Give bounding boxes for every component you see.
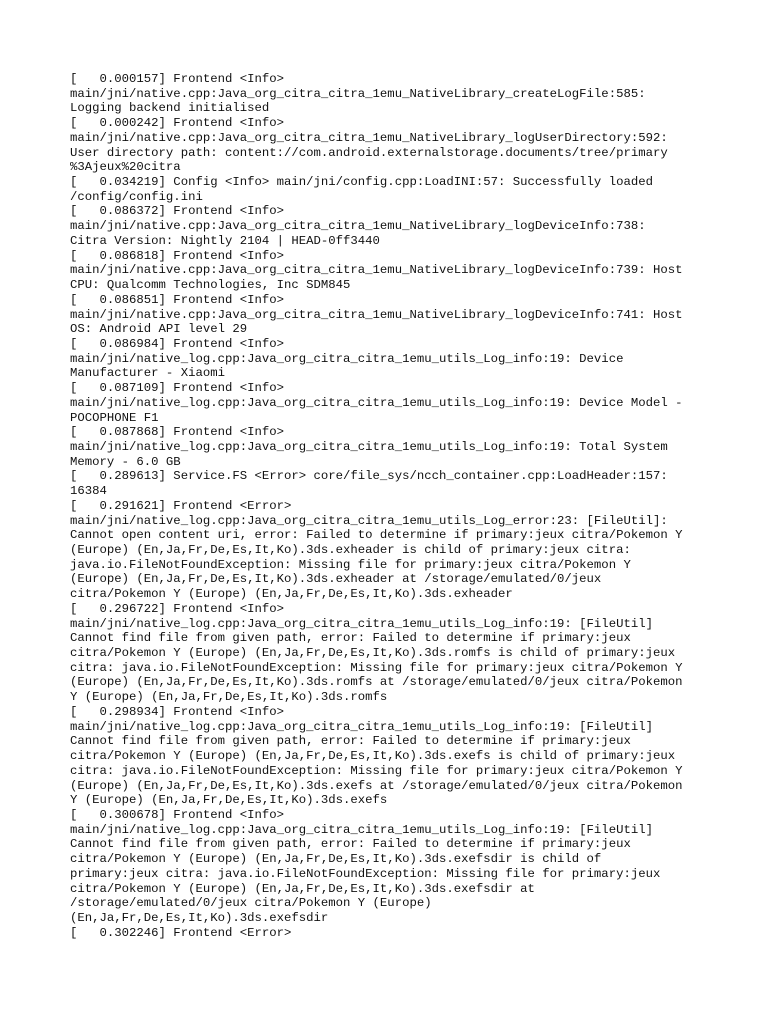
log-line: main/jni/native_log.cpp:Java_org_citra_citra_1emu_utils_Log_info:19: [FileUtil] xyxy=(70,719,653,734)
log-line: /storage/emulated/0/jeux citra/Pokemon Y (Europe) xyxy=(70,896,432,911)
log-line: citra/Pokemon Y (Europe) (En,Ja,Fr,De,Es,It,Ko).3ds.exefsdir is child of xyxy=(70,852,602,867)
log-line: main/jni/native_log.cpp:Java_org_citra_citra_1emu_utils_Log_error:23: [FileUtil]: xyxy=(70,513,668,528)
log-line: (Europe) (En,Ja,Fr,De,Es,It,Ko).3ds.romfs at /storage/emulated/0/jeux citra/Pokemon xyxy=(70,675,683,690)
log-line: [ 0.000242] Frontend <Info> xyxy=(70,116,285,131)
log-line: POCOPHONE F1 xyxy=(70,410,159,425)
log-line: OS: Android API level 29 xyxy=(70,322,248,337)
log-line: CPU: Qualcomm Technologies, Inc SDM845 xyxy=(70,278,351,293)
log-line: main/jni/native_log.cpp:Java_org_citra_citra_1emu_utils_Log_info:19: Total System xyxy=(70,439,668,454)
log-text-block xyxy=(70,72,710,940)
log-line: [ 0.034219] Config <Info> main/jni/config.cpp:LoadINI:57: Successfully loaded xyxy=(70,175,653,190)
log-line: (Europe) (En,Ja,Fr,De,Es,It,Ko).3ds.exefs at /storage/emulated/0/jeux citra/Pokemon xyxy=(70,778,683,793)
log-line: java.io.FileNotFoundException: Missing file for primary:jeux citra/Pokemon Y xyxy=(70,557,631,572)
log-line: [ 0.086984] Frontend <Info> xyxy=(70,336,285,351)
log-line: citra: java.io.FileNotFoundException: Missing file for primary:jeux citra/Pokemon Y xyxy=(70,763,683,778)
log-line: Memory - 6.0 GB xyxy=(70,454,181,469)
log-line: main/jni/native.cpp:Java_org_citra_citra_1emu_NativeLibrary_logDeviceInfo:739: Host xyxy=(70,263,683,278)
log-line: [ 0.300678] Frontend <Info> xyxy=(70,807,285,822)
log-line: citra/Pokemon Y (Europe) (En,Ja,Fr,De,Es,It,Ko).3ds.exefs is child of primary:jeux xyxy=(70,749,676,764)
log-line: (Europe) (En,Ja,Fr,De,Es,It,Ko).3ds.exheader at /storage/emulated/0/jeux xyxy=(70,572,602,587)
log-line: [ 0.298934] Frontend <Info> xyxy=(70,704,285,719)
log-line: primary:jeux citra: java.io.FileNotFoundException: Missing file for primary:jeux xyxy=(70,866,661,881)
log-line: 16384 xyxy=(70,484,107,499)
log-line: Y (Europe) (En,Ja,Fr,De,Es,It,Ko).3ds.exefs xyxy=(70,793,388,808)
log-line: main/jni/native.cpp:Java_org_citra_citra_1emu_NativeLibrary_createLogFile:585: xyxy=(70,86,646,101)
log-line: Y (Europe) (En,Ja,Fr,De,Es,It,Ko).3ds.romfs xyxy=(70,690,388,705)
log-line: [ 0.291621] Frontend <Error> xyxy=(70,498,292,513)
log-line: main/jni/native_log.cpp:Java_org_citra_citra_1emu_utils_Log_info:19: [FileUtil] xyxy=(70,616,653,631)
log-line: citra/Pokemon Y (Europe) (En,Ja,Fr,De,Es,It,Ko).3ds.exheader xyxy=(70,587,513,602)
log-line: %3Ajeux%20citra xyxy=(70,160,181,175)
log-line: main/jni/native.cpp:Java_org_citra_citra_1emu_NativeLibrary_logUserDirectory:592: xyxy=(70,130,668,145)
log-line: [ 0.086818] Frontend <Info> xyxy=(70,248,285,263)
log-line: [ 0.086372] Frontend <Info> xyxy=(70,204,285,219)
log-line: citra/Pokemon Y (Europe) (En,Ja,Fr,De,Es,It,Ko).3ds.romfs is child of primary:jeux xyxy=(70,646,676,661)
log-line: Citra Version: Nightly 2104 | HEAD-0ff3440 xyxy=(70,233,380,248)
log-line: main/jni/native.cpp:Java_org_citra_citra_1emu_NativeLibrary_logDeviceInfo:738: xyxy=(70,219,646,234)
log-line: main/jni/native_log.cpp:Java_org_citra_citra_1emu_utils_Log_info:19: Device Model - xyxy=(70,395,683,410)
log-line: (Europe) (En,Ja,Fr,De,Es,It,Ko).3ds.exheader is child of primary:jeux citra: xyxy=(70,543,631,557)
log-line: [ 0.087109] Frontend <Info> xyxy=(70,381,285,396)
log-line: main/jni/native_log.cpp:Java_org_citra_citra_1emu_utils_Log_info:19: Device xyxy=(70,351,624,366)
log-line: [ 0.000157] Frontend <Info> xyxy=(70,72,285,86)
log-line: Manufacturer - Xiaomi xyxy=(70,366,225,381)
log-line: /config/config.ini xyxy=(70,189,203,204)
log-line: Cannot find file from given path, error: Failed to determine if primary:jeux xyxy=(70,631,631,646)
log-line: (En,Ja,Fr,De,Es,It,Ko).3ds.exefsdir xyxy=(70,910,329,925)
log-line: [ 0.302246] Frontend <Error> xyxy=(70,925,292,940)
log-line: User directory path: content://com.android.externalstorage.documents/tree/primary xyxy=(70,145,668,160)
log-line: citra/Pokemon Y (Europe) (En,Ja,Fr,De,Es,It,Ko).3ds.exefsdir at xyxy=(70,881,535,896)
log-line: [ 0.296722] Frontend <Info> xyxy=(70,601,285,616)
log-line: Cannot find file from given path, error: Failed to determine if primary:jeux xyxy=(70,734,631,749)
log-line: Logging backend initialised xyxy=(70,101,270,116)
log-line: Cannot find file from given path, error: Failed to determine if primary:jeux xyxy=(70,837,631,852)
log-line: [ 0.087868] Frontend <Info> xyxy=(70,425,285,440)
log-line: main/jni/native.cpp:Java_org_citra_citra_1emu_NativeLibrary_logDeviceInfo:741: Host xyxy=(70,307,683,322)
log-line: citra: java.io.FileNotFoundException: Missing file for primary:jeux citra/Pokemon Y xyxy=(70,660,683,675)
log-line: main/jni/native_log.cpp:Java_org_citra_citra_1emu_utils_Log_info:19: [FileUtil] xyxy=(70,822,653,837)
log-line: Cannot open content uri, error: Failed to determine if primary:jeux citra/Pokemon Y xyxy=(70,528,683,543)
log-line: [ 0.086851] Frontend <Info> xyxy=(70,292,285,307)
log-line: [ 0.289613] Service.FS <Error> core/file_sys/ncch_container.cpp:LoadHeader:157: xyxy=(70,469,668,484)
